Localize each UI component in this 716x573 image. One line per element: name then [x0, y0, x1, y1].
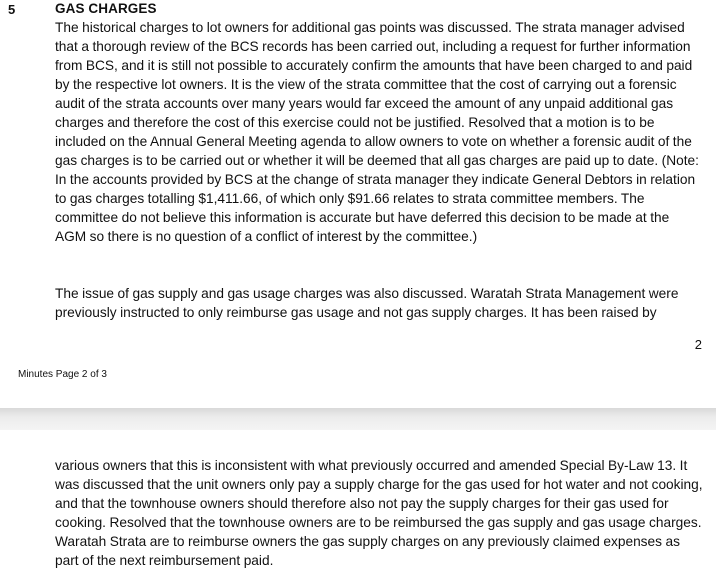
item-number: 5 [8, 2, 16, 17]
paragraph-gas-supply: The issue of gas supply and gas usage charges was also discussed. Waratah Strata Management were previously instructed to only reimburse gas usage and not gas supply charges. It has been raised by [55, 286, 679, 320]
paragraph-reimbursement: various owners that this is inconsistent with what previously occurred and amended Special By-Law 13. It was discussed that the unit owners only pay a supply charge for the gas used for hot water and not cooking, and that the townhouse owners should therefore also not pay the supply charges for their gas used for cooking. Resolved that the townhouse owners are to be reimbursed the gas supply and gas usage charges. Waratah Strata are to reimburse owners the gas supply charges on any previously claimed expenses as part of the next reimbursement paid. [55, 458, 703, 568]
document-page-3 [0, 430, 716, 573]
section-heading: GAS CHARGES [55, 1, 157, 16]
page-footer: Minutes Page 2 of 3 [18, 369, 107, 380]
page-number: 2 [694, 337, 702, 352]
page-separator [0, 408, 716, 430]
paragraph-historical-charges: The historical charges to lot owners for additional gas points was discussed. The strata manager advised that a thorough review of the BCS records has been carried out, including a request for further information from BCS, and it is still not possible to accurately confirm the amounts that have been charged to and paid by the respective lot owners. It is the view of the strata committee that the cost of carrying out a forensic audit of the strata accounts over many years would far exceed the amount of any unpaid additional gas charges and therefore the cost of this exercise could not be justified. Resolved that a motion is to be included on the Annual General Meeting agenda to allow owners to vote on whether a forensic audit of the gas charges is to be carried out or whether it will be deemed that all gas charges are paid up to date. (Note: In the accounts provided by BCS at the change of strata manager they indicate General Debtors in relation to gas charges totalling $1,411.66, of which only $91.66 relates to strata committee members. The committee do not believe this information is accurate but have deferred this decision to be made at the AGM so there is no question of a conflict of interest by the committee.) [55, 20, 699, 244]
